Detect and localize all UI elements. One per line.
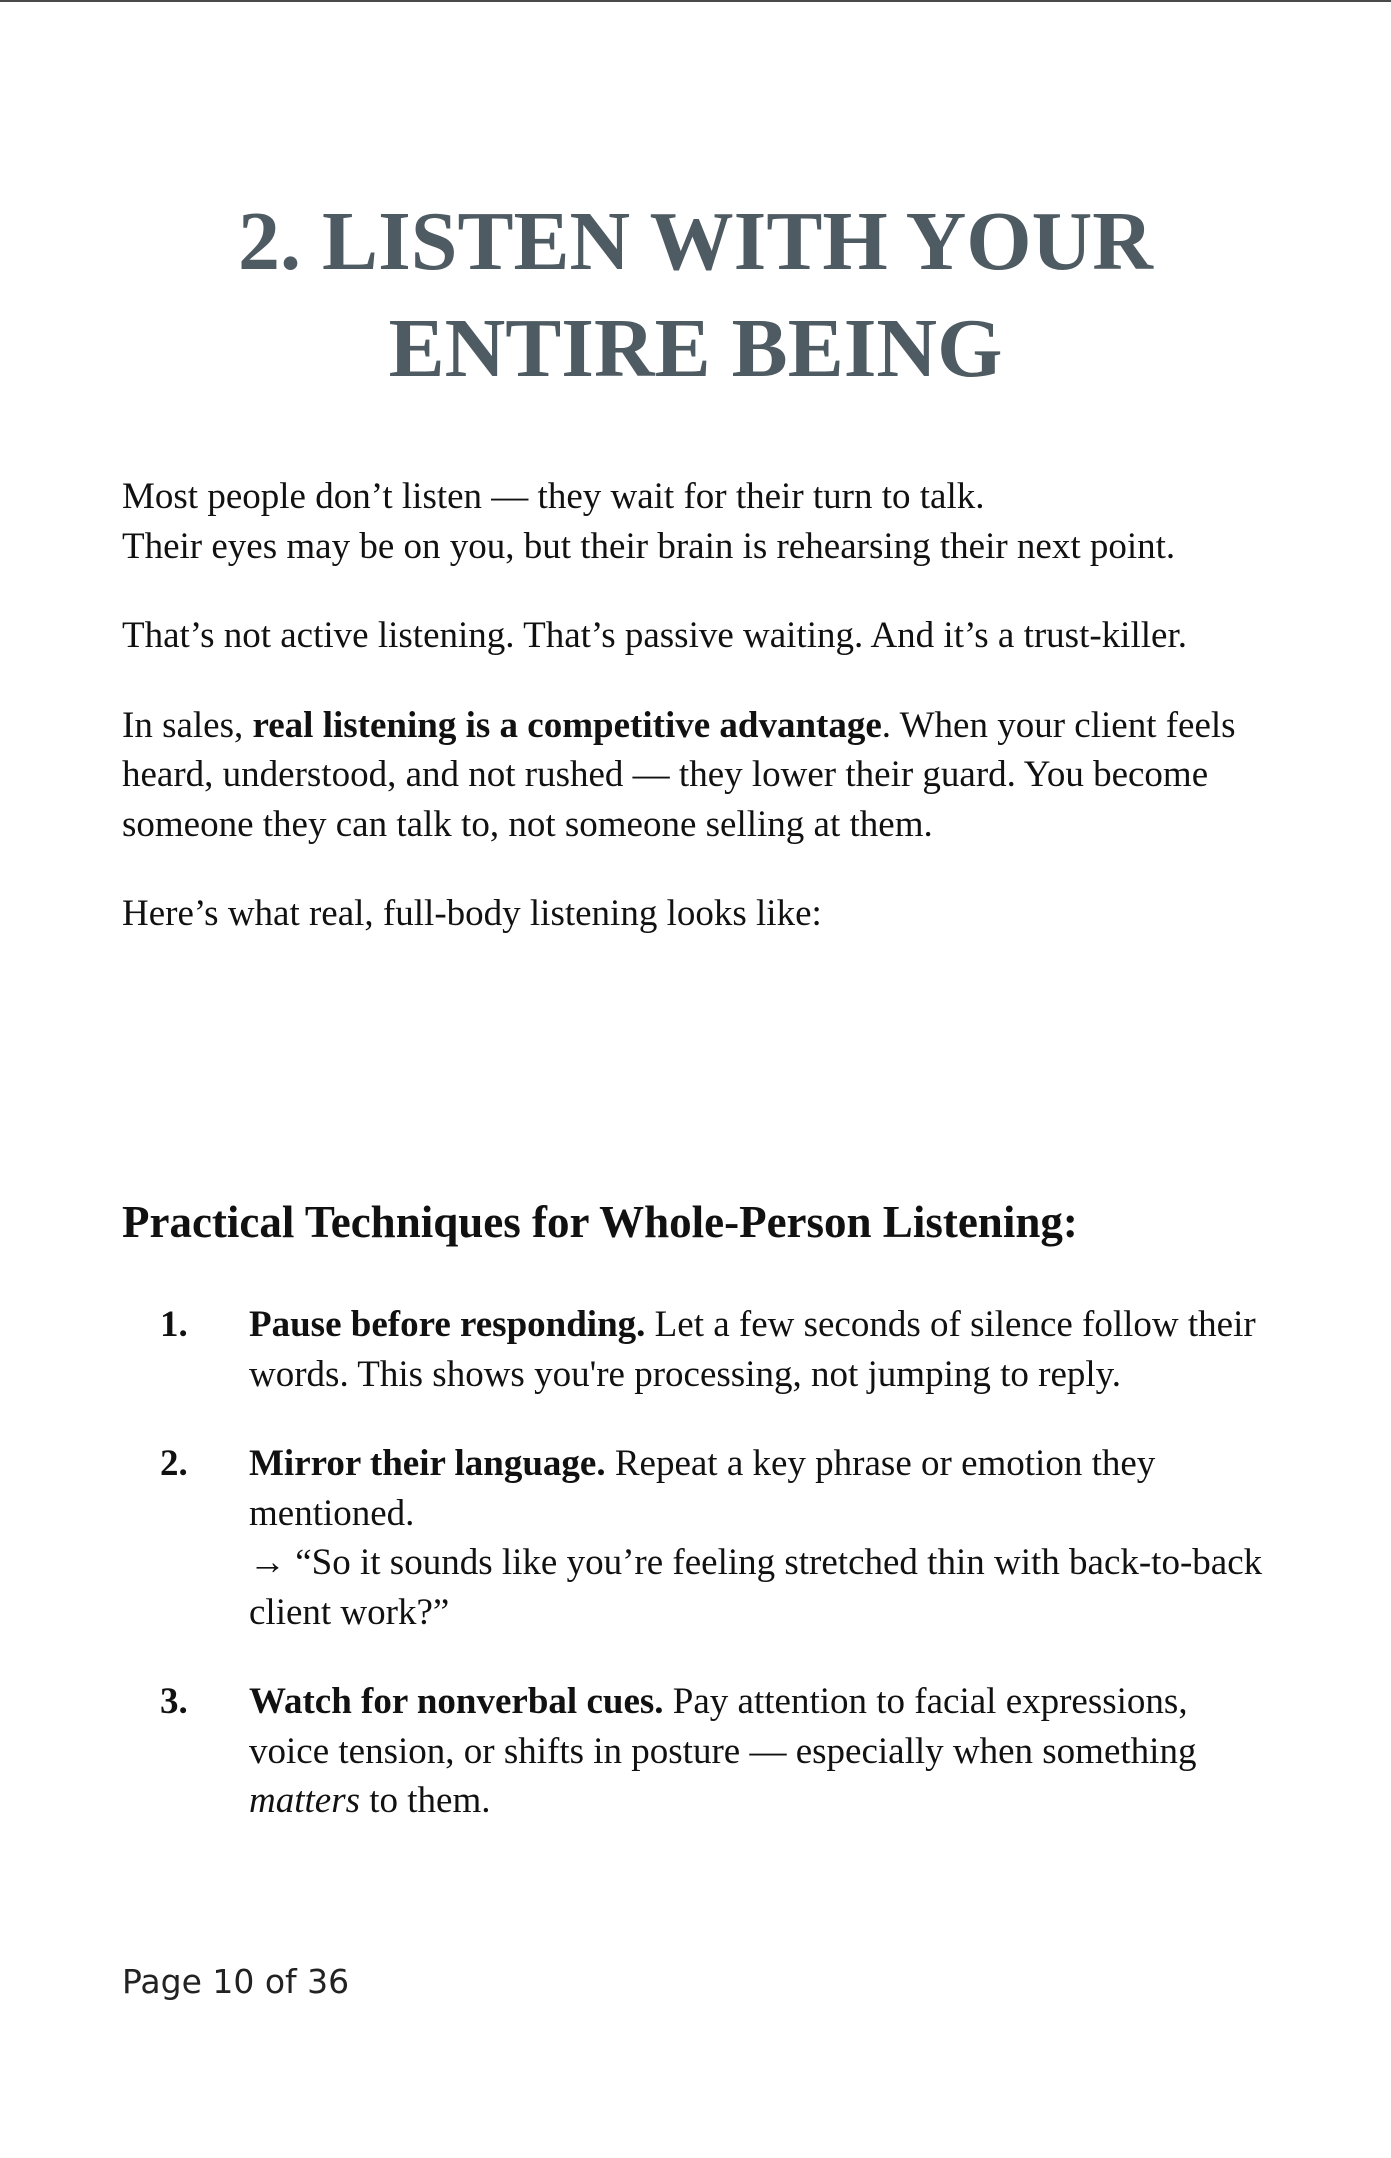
chapter-title-line-1: 2. LISTEN WITH YOUR <box>238 195 1153 288</box>
list-item <box>160 1677 1270 1826</box>
list-item-text: Let a few seconds of silence follow their words. This shows you're processing, not jumping to reply. <box>249 1304 1256 1395</box>
page-number: Page 10 of 36 <box>122 1962 350 2001</box>
paragraph-3-emphasis: real listening is a competitive advantage <box>252 704 882 746</box>
intro-body <box>122 472 1272 939</box>
list-item-lead: Watch for nonverbal cues. <box>249 1681 664 1722</box>
paragraph-1-line-1: Most people don’t listen — they wait for their turn to talk. <box>122 476 985 517</box>
paragraph-3-pre: In sales, <box>122 704 253 746</box>
list-item <box>160 1439 1270 1637</box>
techniques-heading: Practical Techniques for Whole-Person Listening: <box>122 1197 1078 1247</box>
list-item <box>160 1300 1270 1399</box>
list-item-number: 1. <box>160 1304 188 1345</box>
list-item-text: Repeat a key phrase or emotion they mentioned. <box>249 1443 1156 1534</box>
list-item-lead: Mirror their language. <box>249 1443 606 1484</box>
list-item-body <box>249 1304 1256 1395</box>
list-item-text: Pay attention to facial expressions, voice tension, or shifts in posture — especially when something <box>249 1681 1197 1772</box>
list-item-body <box>249 1681 1196 1821</box>
list-item-lead: Pause before responding. <box>249 1304 646 1345</box>
list-item-text-end: to them. <box>360 1780 491 1821</box>
list-item-number: 2. <box>160 1443 188 1484</box>
list-item-number: 3. <box>160 1681 188 1722</box>
list-item-body <box>249 1443 1270 1637</box>
paragraph-1-line-2: Their eyes may be on you, but their brain is rehearsing their next point. <box>122 525 1176 567</box>
paragraph-2: That’s not active listening. That’s passive waiting. And it’s a trust-killer. <box>122 615 1187 656</box>
paragraph-4: Here’s what real, full-body listening looks like: <box>122 893 822 934</box>
paragraph-3-post: . When your client feels heard, understood, and not rushed — they lower their guard. You become someone they can talk to, not someone selling at them. <box>122 704 1236 845</box>
paragraph-1 <box>122 472 1272 571</box>
list-item-example: → “So it sounds like you’re feeling stretched thin with back-to-back client work?” <box>249 1542 1263 1633</box>
chapter-title-line-2: ENTIRE BEING <box>388 302 1003 395</box>
list-item-emphasis: matters <box>249 1780 360 1821</box>
paragraph-3 <box>122 701 1272 850</box>
chapter-title <box>0 188 1391 402</box>
techniques-list <box>160 1300 1270 1866</box>
